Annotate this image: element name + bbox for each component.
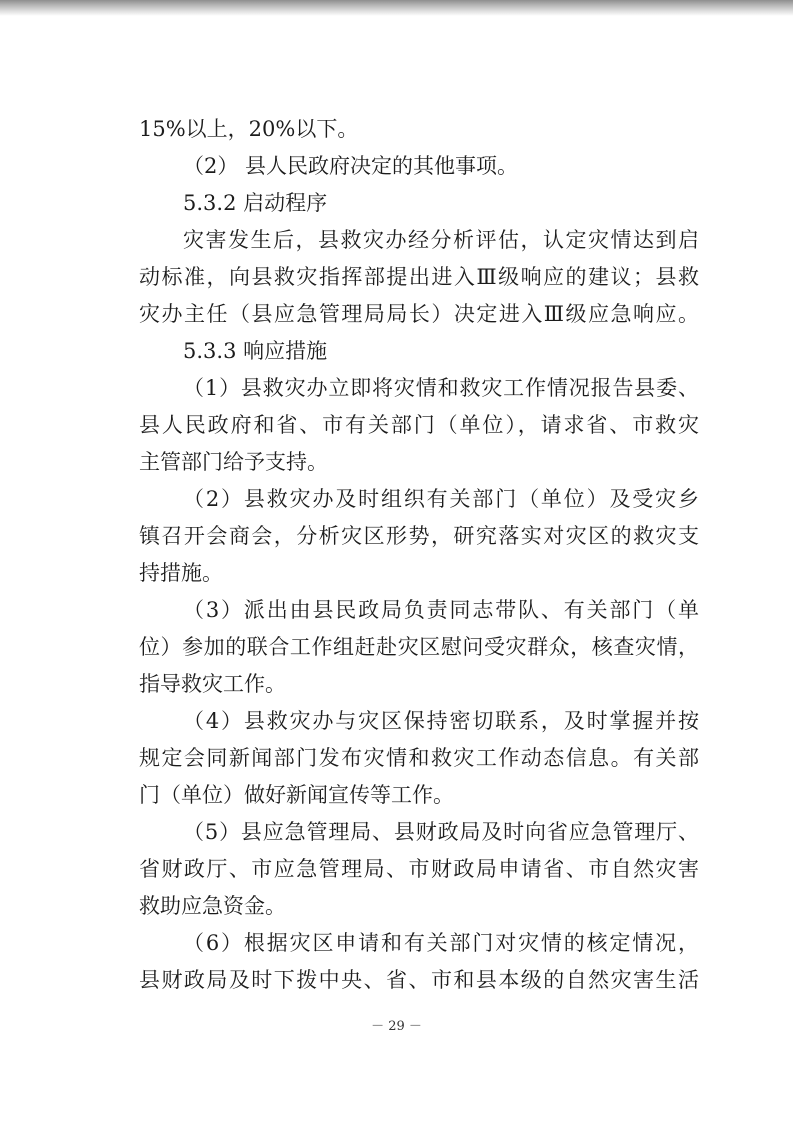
text-line: 位）参加的联合工作组赶赴灾区慰问受灾群众，核查灾情， [139, 635, 699, 659]
text-line: （2） 县人民政府决定的其他事项。 [183, 154, 519, 178]
text-line: （4）县救灾办与灾区保持密切联系，及时掌握并按 [183, 709, 699, 733]
text-line: 县人民政府和省、市有关部门（单位），请求省、市救灾 [139, 413, 699, 437]
text-line: （2）县救灾办及时组织有关部门（单位）及受灾乡 [183, 487, 699, 511]
text-line: 指导救灾工作。 [139, 672, 286, 696]
text-line: 灾办主任（县应急管理局局长）决定进入Ⅲ级应急响应。 [139, 302, 699, 326]
text-line: （1）县救灾办立即将灾情和救灾工作情况报告县委、 [183, 376, 699, 400]
text-line: （5）县应急管理局、县财政局及时向省应急管理厅、 [183, 820, 699, 844]
text-line: 省财政厅、市应急管理局、市财政局申请省、市自然灾害 [139, 857, 699, 881]
text-line: 救助应急资金。 [139, 894, 286, 918]
text-line: 镇召开会商会，分析灾区形势，研究落实对灾区的救灾支 [139, 524, 699, 548]
text-line: 持措施。 [139, 561, 223, 585]
page-number: － 29 － [371, 1019, 422, 1034]
text-line: 15%以上，20%以下。 [139, 117, 359, 141]
section-heading: 5.3.3 响应措施 [183, 339, 328, 363]
section-heading: 5.3.2 启动程序 [183, 191, 328, 215]
text-line: 动标准，向县救灾指挥部提出进入Ⅲ级响应的建议；县救 [139, 265, 699, 289]
text-line: 规定会同新闻部门发布灾情和救灾工作动态信息。有关部 [139, 746, 699, 770]
text-line: （6）根据灾区申请和有关部门对灾情的核定情况， [183, 931, 699, 955]
text-line: 灾害发生后，县救灾办经分析评估，认定灾情达到启 [183, 228, 699, 252]
text-line: 县财政局及时下拨中央、省、市和县本级的自然灾害生活 [139, 968, 699, 992]
text-line: （3）派出由县民政局负责同志带队、有关部门（单 [183, 598, 699, 622]
text-line: 主管部门给予支持。 [139, 450, 328, 474]
text-line: 门（单位）做好新闻宣传等工作。 [139, 783, 454, 807]
